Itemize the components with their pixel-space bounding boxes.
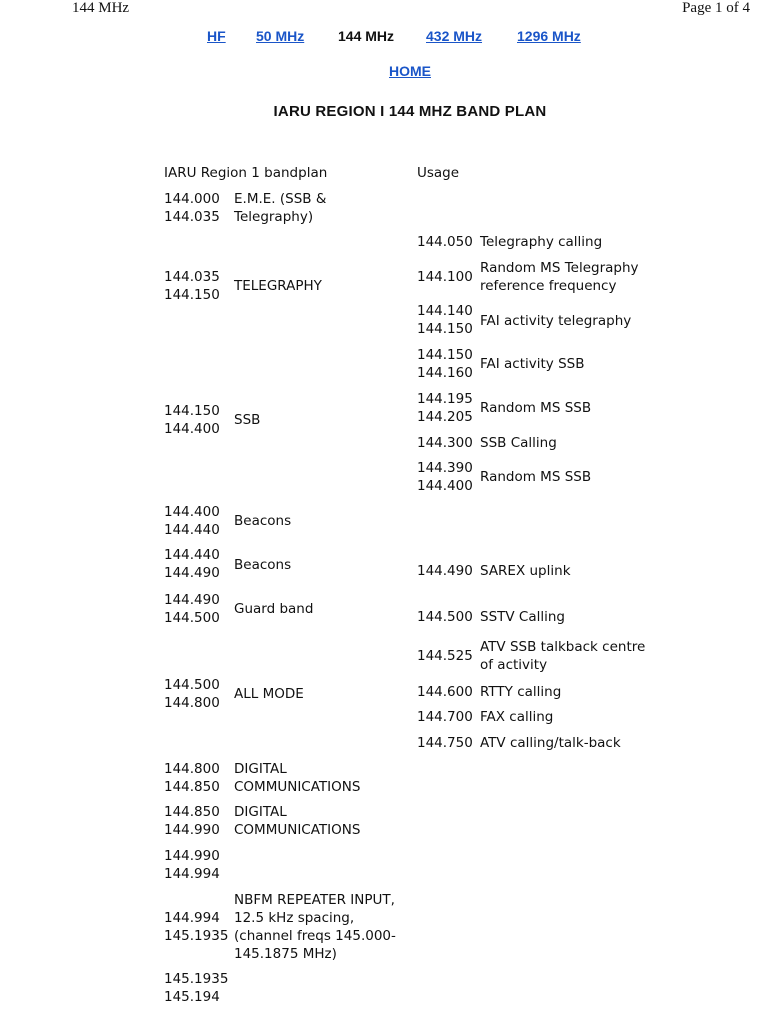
- band-freq-start: 144.800: [164, 761, 220, 777]
- band-freq-start: 144.440: [164, 547, 220, 563]
- column-header-bandplan: IARU Region 1 bandplan: [164, 165, 328, 181]
- usage-description: SSTV Calling: [480, 609, 565, 625]
- band-description: DIGITAL: [234, 804, 287, 820]
- usage-freq: 144.300: [417, 435, 473, 451]
- page-header-title: 144 MHz: [72, 0, 130, 16]
- usage-freq: 144.160: [417, 365, 473, 381]
- band-description: COMMUNICATIONS: [234, 779, 361, 795]
- page-number: Page 1 of 4: [682, 0, 750, 16]
- band-freq-end: 144.035: [164, 209, 220, 225]
- band-description: 145.1875 MHz): [234, 946, 337, 962]
- usage-description: RTTY calling: [480, 684, 562, 700]
- usage-freq: 144.195: [417, 391, 473, 407]
- usage-freq: 144.150: [417, 347, 473, 363]
- usage-description: Telegraphy calling: [480, 234, 603, 250]
- usage-description: FAX calling: [480, 709, 554, 725]
- usage-description: SSB Calling: [480, 435, 557, 451]
- band-description: Beacons: [234, 557, 292, 573]
- band-freq-start: 144.490: [164, 592, 220, 608]
- usage-freq: 144.205: [417, 409, 473, 425]
- usage-description: SAREX uplink: [480, 563, 571, 579]
- band-freq-end: 144.150: [164, 287, 220, 303]
- usage-description: ATV calling/talk-back: [480, 735, 621, 751]
- usage-description: Random MS Telegraphy: [480, 260, 639, 276]
- band-freq-end: 145.194: [164, 989, 220, 1005]
- usage-description: FAI activity SSB: [480, 356, 585, 372]
- usage-description: Random MS SSB: [480, 469, 592, 485]
- band-freq-start: 145.1935: [164, 971, 229, 987]
- usage-description: of activity: [480, 657, 548, 673]
- column-header-usage: Usage: [417, 165, 460, 181]
- usage-freq: 144.100: [417, 269, 473, 285]
- nav-link-432mhz[interactable]: 432 MHz: [426, 28, 483, 44]
- band-freq-end: 144.400: [164, 421, 220, 437]
- nav-link-50mhz[interactable]: 50 MHz: [256, 28, 305, 44]
- usage-freq: 144.400: [417, 478, 473, 494]
- usage-freq: 144.700: [417, 709, 473, 725]
- nav-link-hf[interactable]: HF: [207, 28, 226, 44]
- band-description: 12.5 kHz spacing,: [234, 910, 355, 926]
- band-description: Beacons: [234, 513, 292, 529]
- band-freq-start: 144.000: [164, 191, 220, 207]
- usage-description: reference frequency: [480, 278, 617, 294]
- band-description: ALL MODE: [234, 686, 304, 702]
- usage-freq: 144.050: [417, 234, 473, 250]
- usage-freq: 144.490: [417, 563, 473, 579]
- usage-freq: 144.390: [417, 460, 473, 476]
- band-description: (channel freqs 145.000-: [234, 928, 396, 944]
- band-freq-start: 144.150: [164, 403, 220, 419]
- band-freq-end: 144.994: [164, 866, 220, 882]
- band-freq-end: 144.500: [164, 610, 220, 626]
- band-freq-end: 145.1935: [164, 928, 229, 944]
- usage-freq: 144.525: [417, 648, 473, 664]
- usage-freq: 144.600: [417, 684, 473, 700]
- band-freq-start: 144.850: [164, 804, 220, 820]
- usage-freq: 144.150: [417, 321, 473, 337]
- band-freq-end: 144.990: [164, 822, 220, 838]
- band-freq-end: 144.440: [164, 522, 220, 538]
- usage-description: ATV SSB talkback centre: [480, 639, 646, 655]
- band-freq-start: 144.994: [164, 910, 220, 926]
- band-description: TELEGRAPHY: [234, 278, 322, 294]
- band-freq-start: 144.035: [164, 269, 220, 285]
- nav-link-1296mhz[interactable]: 1296 MHz: [517, 28, 581, 44]
- band-description: COMMUNICATIONS: [234, 822, 361, 838]
- page-title: IARU REGION I 144 MHZ BAND PLAN: [273, 103, 547, 120]
- usage-freq: 144.750: [417, 735, 473, 751]
- band-freq-end: 144.800: [164, 695, 220, 711]
- usage-description: Random MS SSB: [480, 400, 592, 416]
- band-description: SSB: [234, 412, 261, 428]
- band-freq-start: 144.400: [164, 504, 220, 520]
- band-description: DIGITAL: [234, 761, 287, 777]
- band-description: Guard band: [234, 601, 314, 617]
- band-description: E.M.E. (SSB &: [234, 191, 327, 207]
- usage-freq: 144.500: [417, 609, 473, 625]
- usage-description: FAI activity telegraphy: [480, 313, 632, 329]
- band-description: NBFM REPEATER INPUT,: [234, 892, 395, 908]
- usage-freq: 144.140: [417, 303, 473, 319]
- band-description: Telegraphy): [234, 209, 314, 225]
- home-link[interactable]: HOME: [389, 63, 431, 79]
- band-freq-start: 144.990: [164, 848, 220, 864]
- band-nav: [0, 28, 768, 48]
- band-freq-end: 144.490: [164, 565, 220, 581]
- band-freq-end: 144.850: [164, 779, 220, 795]
- nav-current-144mhz: 144 MHz: [338, 28, 395, 44]
- band-freq-start: 144.500: [164, 677, 220, 693]
